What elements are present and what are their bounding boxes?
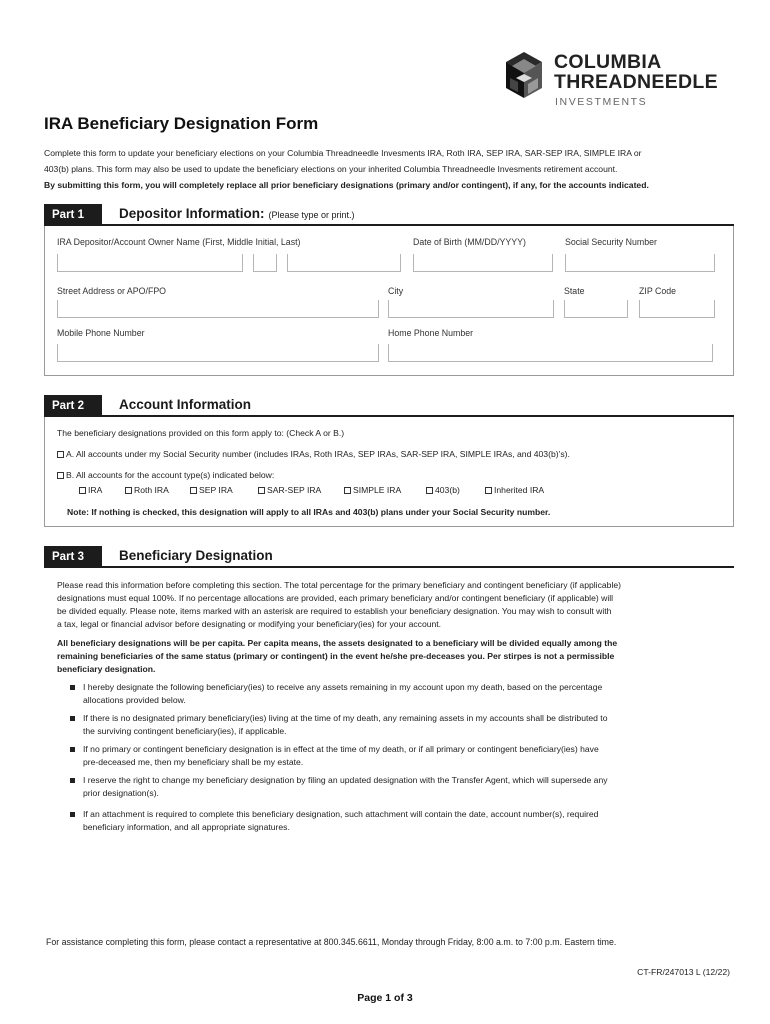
type-simple-ira [344, 485, 401, 495]
street-field[interactable] [57, 300, 379, 318]
p3-para1-line-1: Please read this information before completing this section. The total percentage for the primary beneficiary and contingent beneficiary (if applicable) [57, 580, 621, 590]
p3-para2-line-1: All beneficiary designations will be per capita. Per capita means, the assets designated to a beneficiary will be divided equally among the [57, 638, 618, 648]
label-city: City [388, 286, 404, 296]
home-phone-field[interactable] [388, 344, 713, 362]
p3-para1-line-2: designations must equal 100%. If no percentage allocations are provided, each primary beneficiary and/or contingent beneficiary (if applicable) will [57, 593, 614, 603]
part-3-rule [44, 566, 734, 568]
bullet-1-line-2: allocations provided below. [83, 695, 186, 705]
label-mobile: Mobile Phone Number [57, 328, 145, 338]
part-2-box [44, 417, 734, 527]
option-a-label: A. All accounts under my Social Security number (includes IRAs, Roth IRAs, SEP IRAs, SAR-SEP IRA, SIMPLE IRAs, and 403(b)’s). [66, 449, 570, 459]
page-number: Page 1 of 3 [357, 992, 413, 1004]
bullet-1-line-1: I hereby designate the following beneficiary(ies) to receive any assets remaining in my account upon my death, based on the percentage [83, 682, 603, 692]
ira-label: IRA [88, 485, 103, 495]
part-1-tab: Part 1 [44, 204, 102, 226]
bullet-4-line-1: I reserve the right to change my beneficiary designation by filing an updated designation with the Transfer Agent, which will supersede any [83, 775, 608, 785]
city-field[interactable] [388, 300, 554, 318]
intro-line-1: Complete this form to update your beneficiary elections on your Columbia Threadneedle Invesments IRA, Roth IRA, SEP IRA, SAR-SEP IRA, SIMPLE IRA or [44, 148, 642, 158]
option-b-label: B. All accounts for the account type(s) indicated below: [66, 470, 275, 480]
label-owner-name: IRA Depositor/Account Owner Name (First, Middle Initial, Last) [57, 237, 301, 247]
403b-label: 403(b) [435, 485, 460, 495]
last-name-field[interactable] [287, 254, 401, 272]
state-field[interactable] [564, 300, 628, 318]
bullet-2-line-2: the surviving contingent beneficiary(ies), if applicable. [83, 726, 287, 736]
part-1-title-text: Depositor Information: [119, 206, 265, 221]
logo-line-2: THREADNEEDLE [554, 71, 718, 93]
label-ssn: Social Security Number [565, 237, 657, 247]
option-a-checkbox[interactable] [57, 451, 64, 458]
part-2-note: Note: If nothing is checked, this designation will apply to all IRAs and 403(b) plans under your Social Security number. [67, 507, 551, 517]
403b-checkbox[interactable] [426, 487, 433, 494]
bullet-icon [70, 685, 75, 690]
label-home: Home Phone Number [388, 328, 474, 338]
part-1-subtitle: (Please type or print.) [268, 210, 355, 220]
type-ira [79, 485, 102, 495]
option-b [57, 470, 274, 480]
p3-para1-line-4: a tax, legal or financial advisor before designating or modifying your beneficiary(ies) for your account. [57, 619, 442, 629]
middle-initial-field[interactable] [253, 254, 277, 272]
inherited-ira-checkbox[interactable] [485, 487, 492, 494]
logo-line-3: INVESTMENTS [555, 96, 648, 108]
label-state: State [564, 286, 585, 296]
part-3-tab: Part 3 [44, 546, 102, 568]
p3-para1-line-3: be divided equally. Please note, items marked with an asterisk are required to establish your beneficiary designation. You may wish to consult with [57, 606, 612, 616]
dob-field[interactable] [413, 254, 553, 272]
type-sar-sep-ira [258, 485, 321, 495]
part-2-tab: Part 2 [44, 395, 102, 417]
simple-ira-checkbox[interactable] [344, 487, 351, 494]
bullet-3-line-2: pre-deceased me, then my beneficiary shall be my estate. [83, 757, 304, 767]
p3-para2-line-3: beneficiary designation. [57, 664, 156, 674]
type-sep-ira [190, 485, 233, 495]
roth-ira-label: Roth IRA [134, 485, 169, 495]
intro-line-3: By submitting this form, you will completely replace all prior beneficiary designations (primary and/or contingent), if any, for the accounts indicated. [44, 180, 649, 190]
p3-para2-line-2: remaining beneficiaries of the same status (primary or contingent) in the event he/she pre-deceases you. Per stirpes is not a permissible [57, 651, 615, 661]
sar-sep-ira-checkbox[interactable] [258, 487, 265, 494]
sep-ira-checkbox[interactable] [190, 487, 197, 494]
label-street: Street Address or APO/FPO [57, 286, 167, 296]
assistance-contact: For assistance completing this form, please contact a representative at 800.345.6611, Monday through Friday, 8:00 a.m. to 7:00 p.m. Eastern time. [46, 937, 617, 947]
option-b-checkbox[interactable] [57, 472, 64, 479]
company-logo [500, 46, 730, 110]
type-roth-ira [125, 485, 169, 495]
logo-line-1: COLUMBIA [554, 51, 662, 73]
columbia-threadneedle-mark-icon [502, 48, 552, 104]
form-title: IRA Beneficiary Designation Form [44, 114, 319, 133]
bullet-icon [70, 747, 75, 752]
sep-ira-label: SEP IRA [199, 485, 233, 495]
first-name-field[interactable] [57, 254, 243, 272]
bullet-3-line-1: If no primary or contingent beneficiary designation is in effect at the time of my death, or if all primary or contingent beneficiary(ies) have [83, 744, 599, 754]
roth-ira-checkbox[interactable] [125, 487, 132, 494]
part-3-title: Beneficiary Designation [119, 548, 273, 563]
simple-ira-label: SIMPLE IRA [353, 485, 402, 495]
label-dob: Date of Birth (MM/DD/YYYY) [413, 237, 526, 247]
part-1-box [44, 226, 734, 376]
sar-sep-ira-label: SAR-SEP IRA [267, 485, 322, 495]
bullet-5-line-1: If an attachment is required to complete this beneficiary designation, such attachment will contain the date, account number(s), required [83, 809, 599, 819]
part-1-title [119, 206, 355, 221]
bullet-4-line-2: prior designation(s). [83, 788, 159, 798]
applies-text: The beneficiary designations provided on this form apply to: (Check A or B.) [57, 428, 345, 438]
intro-line-2: 403(b) plans. This form may also be used to update the beneficiary elections on your inherited Columbia Threadneedle Invesments retirement account. [44, 164, 618, 174]
part-2-title: Account Information [119, 397, 251, 412]
bullet-icon [70, 716, 75, 721]
bullet-2-line-1: If there is no designated primary beneficiary(ies) living at the time of my death, any remaining assets in my accounts shall be distributed to [83, 713, 608, 723]
inherited-ira-label: Inherited IRA [494, 485, 545, 495]
form-id: CT-FR/247013 L (12/22) [637, 967, 730, 977]
ssn-field[interactable] [565, 254, 715, 272]
type-403b [426, 485, 460, 495]
type-inherited-ira [485, 485, 544, 495]
bullet-5-line-2: beneficiary information, and all appropriate signatures. [83, 822, 290, 832]
ira-checkbox[interactable] [79, 487, 86, 494]
zip-field[interactable] [639, 300, 715, 318]
bullet-icon [70, 812, 75, 817]
option-a [57, 449, 570, 459]
bullet-icon [70, 778, 75, 783]
label-zip: ZIP Code [639, 286, 677, 296]
mobile-phone-field[interactable] [57, 344, 379, 362]
